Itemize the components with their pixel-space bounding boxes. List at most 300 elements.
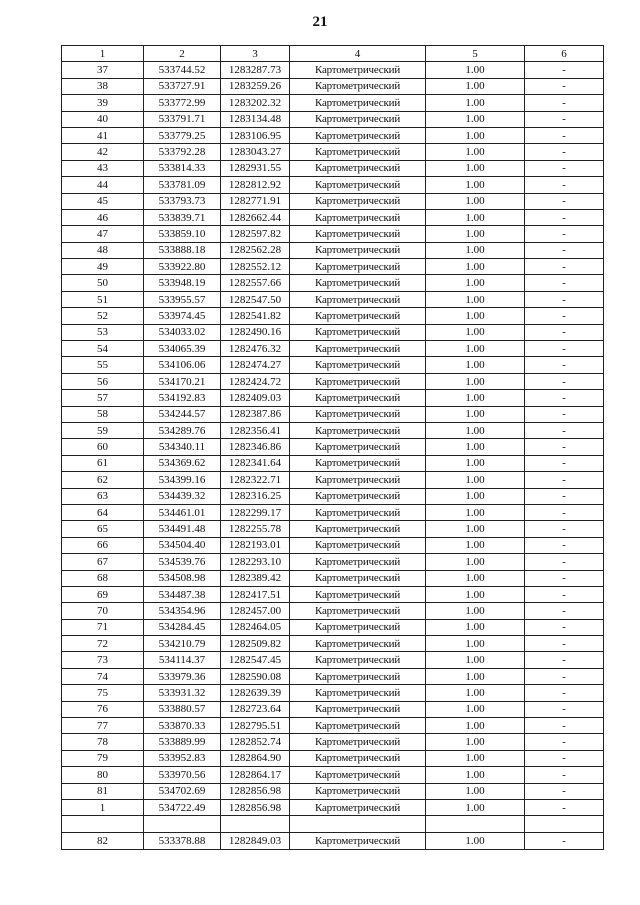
table-cell: 64 [62, 504, 144, 520]
table-row [62, 193, 604, 209]
table-cell: Картометрический [290, 570, 426, 586]
table-cell: 533870.33 [144, 718, 221, 734]
table-cell: 533814.33 [144, 160, 221, 176]
table-cell: 1.00 [426, 144, 525, 160]
table-cell: 1282509.82 [221, 636, 290, 652]
table-cell: 533970.56 [144, 767, 221, 783]
table-cell: Картометрический [290, 390, 426, 406]
table-cell: 1283202.32 [221, 95, 290, 111]
table-cell: 55 [62, 357, 144, 373]
table-row [62, 226, 604, 242]
table-cell: 533791.71 [144, 111, 221, 127]
table-cell: 533727.91 [144, 78, 221, 94]
table-cell: Картометрический [290, 521, 426, 537]
table-cell: 1282852.74 [221, 734, 290, 750]
table-cell: Картометрический [290, 308, 426, 324]
table-cell: 1282552.12 [221, 259, 290, 275]
table-cell: Картометрический [290, 783, 426, 799]
table-cell: 1.00 [426, 718, 525, 734]
table-cell: 1282474.27 [221, 357, 290, 373]
table-cell: 1282476.32 [221, 341, 290, 357]
table-cell: - [525, 439, 604, 455]
table-cell: Картометрический [290, 209, 426, 225]
table-cell: - [525, 636, 604, 652]
table-cell: - [525, 718, 604, 734]
table-cell: 533792.28 [144, 144, 221, 160]
table-cell [426, 816, 525, 833]
table-cell: - [525, 259, 604, 275]
table-cell: 1282562.28 [221, 242, 290, 258]
table-cell: 534399.16 [144, 472, 221, 488]
table-row [62, 504, 604, 520]
table-cell: 533922.80 [144, 259, 221, 275]
table-cell: 1.00 [426, 668, 525, 684]
table-cell: Картометрический [290, 144, 426, 160]
table-cell: Картометрический [290, 652, 426, 668]
table-row [62, 537, 604, 553]
table-cell: Картометрический [290, 259, 426, 275]
table-cell: 1.00 [426, 324, 525, 340]
table-cell: 1283043.27 [221, 144, 290, 160]
table-cell: 78 [62, 734, 144, 750]
table-cell: 69 [62, 586, 144, 602]
table-cell [144, 816, 221, 833]
table-cell: 1.00 [426, 127, 525, 143]
table-cell: 534504.40 [144, 537, 221, 553]
table-cell: - [525, 111, 604, 127]
table-cell: 1.00 [426, 341, 525, 357]
table-cell: - [525, 783, 604, 799]
table-cell: Картометрический [290, 242, 426, 258]
table-cell: 48 [62, 242, 144, 258]
table-row [62, 570, 604, 586]
table-cell: 1282490.16 [221, 324, 290, 340]
table-cell: Картометрический [290, 685, 426, 701]
table-cell: 67 [62, 554, 144, 570]
table-cell: 1.00 [426, 537, 525, 553]
table-cell: Картометрический [290, 767, 426, 783]
table-cell: 1282293.10 [221, 554, 290, 570]
table-row [62, 750, 604, 766]
table-cell: - [525, 668, 604, 684]
table-row [62, 799, 604, 815]
table-cell: Картометрический [290, 291, 426, 307]
table-cell: 1282639.39 [221, 685, 290, 701]
table-cell: 533744.52 [144, 62, 221, 78]
table-cell: 533955.57 [144, 291, 221, 307]
table-cell: 534539.76 [144, 554, 221, 570]
table-cell: Картометрический [290, 603, 426, 619]
table-cell: 45 [62, 193, 144, 209]
table-cell: 1.00 [426, 488, 525, 504]
table-cell: 1282424.72 [221, 373, 290, 389]
table-cell: Картометрический [290, 341, 426, 357]
table-cell: 72 [62, 636, 144, 652]
table-cell [525, 816, 604, 833]
table-cell: 1.00 [426, 570, 525, 586]
table-cell: 73 [62, 652, 144, 668]
table-cell: Картометрический [290, 406, 426, 422]
table-cell: Картометрический [290, 373, 426, 389]
table-cell: 534170.21 [144, 373, 221, 389]
table-row [62, 259, 604, 275]
table-cell: 59 [62, 422, 144, 438]
table-cell: 1.00 [426, 275, 525, 291]
table-cell: 533889.99 [144, 734, 221, 750]
table-cell: 46 [62, 209, 144, 225]
table-cell: - [525, 242, 604, 258]
table-cell: 40 [62, 111, 144, 127]
table-cell: 79 [62, 750, 144, 766]
table-cell: 534340.11 [144, 439, 221, 455]
table-cell: 533839.71 [144, 209, 221, 225]
table-cell: 1.00 [426, 160, 525, 176]
table-row [62, 308, 604, 324]
table-cell: - [525, 357, 604, 373]
table-cell: 1.00 [426, 586, 525, 602]
table-cell: 50 [62, 275, 144, 291]
table-row [62, 209, 604, 225]
table-cell: 1282795.51 [221, 718, 290, 734]
table-cell: 534354.96 [144, 603, 221, 619]
table-cell: - [525, 521, 604, 537]
table-cell: 1.00 [426, 226, 525, 242]
table-cell: - [525, 488, 604, 504]
table-cell: Картометрический [290, 275, 426, 291]
table-cell: 534210.79 [144, 636, 221, 652]
table-cell: 533952.83 [144, 750, 221, 766]
table-cell: 44 [62, 177, 144, 193]
table-row [62, 242, 604, 258]
table-cell: - [525, 78, 604, 94]
table-cell: Картометрический [290, 668, 426, 684]
table-cell: 534284.45 [144, 619, 221, 635]
table-cell: 49 [62, 259, 144, 275]
table-cell: 1282322.71 [221, 472, 290, 488]
table-cell: Картометрический [290, 636, 426, 652]
table-cell: 66 [62, 537, 144, 553]
table-row [62, 324, 604, 340]
table-cell: 534289.76 [144, 422, 221, 438]
table-cell: Картометрический [290, 750, 426, 766]
table-cell: Картометрический [290, 111, 426, 127]
table-cell: - [525, 537, 604, 553]
table-cell: 1282723.64 [221, 701, 290, 717]
table-cell: 1.00 [426, 455, 525, 471]
table-cell: 1.00 [426, 373, 525, 389]
table-row [62, 619, 604, 635]
table-row [62, 636, 604, 652]
table-cell: - [525, 422, 604, 438]
table-cell [62, 816, 144, 833]
table-cell: 1.00 [426, 439, 525, 455]
table-cell: 533974.45 [144, 308, 221, 324]
table-row [62, 833, 604, 849]
table-cell: - [525, 95, 604, 111]
table-cell: 1.00 [426, 472, 525, 488]
table-cell: Картометрический [290, 62, 426, 78]
table-row [62, 554, 604, 570]
table-cell: 42 [62, 144, 144, 160]
table-cell: Картометрический [290, 472, 426, 488]
table-cell: - [525, 619, 604, 635]
table-cell: 1282464.05 [221, 619, 290, 635]
table-cell: 74 [62, 668, 144, 684]
table-cell: 1282864.90 [221, 750, 290, 766]
table-cell: 1282389.42 [221, 570, 290, 586]
table-cell: Картометрический [290, 718, 426, 734]
table-cell: 1282341.64 [221, 455, 290, 471]
table-cell: 58 [62, 406, 144, 422]
table-cell: - [525, 554, 604, 570]
table-cell: 1.00 [426, 422, 525, 438]
table-row [62, 521, 604, 537]
table-row [62, 439, 604, 455]
table-cell: 1283259.26 [221, 78, 290, 94]
table-cell: - [525, 127, 604, 143]
table-row [62, 144, 604, 160]
table-cell: 53 [62, 324, 144, 340]
table-cell: - [525, 144, 604, 160]
table-cell [221, 816, 290, 833]
table-cell: Картометрический [290, 95, 426, 111]
table-cell: 1.00 [426, 783, 525, 799]
table-cell: 51 [62, 291, 144, 307]
table-cell: 534192.83 [144, 390, 221, 406]
table-cell: 1282356.41 [221, 422, 290, 438]
table-cell: 56 [62, 373, 144, 389]
table-row [62, 160, 604, 176]
table-cell: 1.00 [426, 833, 525, 849]
column-header: 6 [525, 46, 604, 62]
table-row [62, 357, 604, 373]
table-cell: 80 [62, 767, 144, 783]
table-cell: Картометрический [290, 226, 426, 242]
table-row [62, 718, 604, 734]
table-cell: 533931.32 [144, 685, 221, 701]
table-cell: Картометрический [290, 488, 426, 504]
table-cell: - [525, 160, 604, 176]
table-cell: 57 [62, 390, 144, 406]
table-cell: 1282316.25 [221, 488, 290, 504]
table-cell: 1282547.50 [221, 291, 290, 307]
table-cell: 1282864.17 [221, 767, 290, 783]
table-cell: 1.00 [426, 701, 525, 717]
table-cell: - [525, 341, 604, 357]
table-cell: Картометрический [290, 455, 426, 471]
table-cell: 534369.62 [144, 455, 221, 471]
table-cell: 63 [62, 488, 144, 504]
table-cell: 54 [62, 341, 144, 357]
table-cell: 1282417.51 [221, 586, 290, 602]
table-cell: Картометрический [290, 193, 426, 209]
table-cell: 534487.38 [144, 586, 221, 602]
table-cell: 533781.09 [144, 177, 221, 193]
table-cell: - [525, 685, 604, 701]
table-cell: Картометрический [290, 619, 426, 635]
table-row [62, 341, 604, 357]
table-cell: Картометрический [290, 357, 426, 373]
column-header: 4 [290, 46, 426, 62]
table-cell: 1283106.95 [221, 127, 290, 143]
table-cell: 1.00 [426, 750, 525, 766]
column-header: 3 [221, 46, 290, 62]
table-cell: Картометрический [290, 127, 426, 143]
table-cell: 534106.06 [144, 357, 221, 373]
table-cell: Картометрический [290, 177, 426, 193]
table-cell: 534439.32 [144, 488, 221, 504]
table-cell: Картометрический [290, 504, 426, 520]
table-cell: 1282931.55 [221, 160, 290, 176]
table-cell: 533793.73 [144, 193, 221, 209]
table-cell: 1282299.17 [221, 504, 290, 520]
table-cell: 533979.36 [144, 668, 221, 684]
table-cell: 533772.99 [144, 95, 221, 111]
table-cell: 534065.39 [144, 341, 221, 357]
table-cell: Картометрический [290, 324, 426, 340]
table-cell: 1.00 [426, 767, 525, 783]
table-cell: 65 [62, 521, 144, 537]
table-cell: 534114.37 [144, 652, 221, 668]
table-cell: 1.00 [426, 619, 525, 635]
table-cell: 1282856.98 [221, 799, 290, 815]
table-cell: 1 [62, 799, 144, 815]
table-cell: 1283134.48 [221, 111, 290, 127]
table-cell: 1282812.92 [221, 177, 290, 193]
table-cell: 1282662.44 [221, 209, 290, 225]
table-cell: - [525, 177, 604, 193]
table-row [62, 455, 604, 471]
table-cell: 68 [62, 570, 144, 586]
table-cell: 1282346.86 [221, 439, 290, 455]
table-row [62, 652, 604, 668]
table-row [62, 603, 604, 619]
table-cell: 1.00 [426, 111, 525, 127]
table-cell: 1.00 [426, 799, 525, 815]
table-cell: 71 [62, 619, 144, 635]
table-cell: 1.00 [426, 636, 525, 652]
table-cell: Картометрический [290, 160, 426, 176]
table-cell: - [525, 586, 604, 602]
table-cell: 1.00 [426, 209, 525, 225]
table-cell: 77 [62, 718, 144, 734]
table-cell: Картометрический [290, 586, 426, 602]
table-cell: 1.00 [426, 242, 525, 258]
table-row [62, 390, 604, 406]
column-header: 1 [62, 46, 144, 62]
table-cell: - [525, 570, 604, 586]
table-row [62, 586, 604, 602]
table-cell: Картометрический [290, 537, 426, 553]
table-cell: 1.00 [426, 78, 525, 94]
table-cell: - [525, 308, 604, 324]
table-cell: - [525, 226, 604, 242]
table-cell: 76 [62, 701, 144, 717]
table-row [62, 701, 604, 717]
table-cell: 47 [62, 226, 144, 242]
table-cell: 1.00 [426, 193, 525, 209]
table-cell: Картометрический [290, 439, 426, 455]
table-cell: 70 [62, 603, 144, 619]
table-cell: 1282771.91 [221, 193, 290, 209]
table-cell: - [525, 767, 604, 783]
table-row [62, 78, 604, 94]
table-cell: - [525, 652, 604, 668]
table-cell: 534722.49 [144, 799, 221, 815]
table-cell: 1282547.45 [221, 652, 290, 668]
table-cell: 52 [62, 308, 144, 324]
table-cell: 1.00 [426, 685, 525, 701]
table-cell: 1282590.08 [221, 668, 290, 684]
table-cell: 1.00 [426, 603, 525, 619]
table-cell: 1282193.01 [221, 537, 290, 553]
table-row [62, 816, 604, 833]
table-cell: - [525, 701, 604, 717]
table-cell: 1.00 [426, 308, 525, 324]
table-cell: 533378.88 [144, 833, 221, 849]
table-cell: - [525, 406, 604, 422]
table-row [62, 488, 604, 504]
table-row [62, 422, 604, 438]
coordinates-table [61, 45, 604, 850]
table-cell: Картометрический [290, 833, 426, 849]
table-cell: 38 [62, 78, 144, 94]
column-header: 5 [426, 46, 525, 62]
page-number: 21 [312, 14, 328, 30]
table-cell: Картометрический [290, 734, 426, 750]
table-cell: Картометрический [290, 554, 426, 570]
table-row [62, 472, 604, 488]
table-cell: 1.00 [426, 177, 525, 193]
table-cell: 41 [62, 127, 144, 143]
table-row [62, 95, 604, 111]
table-row [62, 291, 604, 307]
table-cell [290, 816, 426, 833]
table-cell: - [525, 193, 604, 209]
table-cell: 75 [62, 685, 144, 701]
table-cell: 1283287.73 [221, 62, 290, 78]
table-cell: 1.00 [426, 734, 525, 750]
table-cell: 533880.57 [144, 701, 221, 717]
table-body [62, 62, 604, 849]
table-cell: 37 [62, 62, 144, 78]
table-cell: 1.00 [426, 62, 525, 78]
table-cell: 1.00 [426, 291, 525, 307]
table-cell: - [525, 291, 604, 307]
table-cell: 61 [62, 455, 144, 471]
table-cell: Картометрический [290, 701, 426, 717]
table-row [62, 111, 604, 127]
table-row [62, 406, 604, 422]
table-cell: - [525, 799, 604, 815]
table-cell: 534033.02 [144, 324, 221, 340]
table-cell: - [525, 504, 604, 520]
table-header-row [62, 46, 604, 62]
table-cell: - [525, 324, 604, 340]
table-row [62, 783, 604, 799]
table-cell: 1.00 [426, 95, 525, 111]
table-row [62, 685, 604, 701]
table-cell: 1282409.03 [221, 390, 290, 406]
table-row [62, 767, 604, 783]
table-cell: 1282541.82 [221, 308, 290, 324]
table-cell: Картометрический [290, 78, 426, 94]
table-cell: - [525, 209, 604, 225]
table-cell: 1282457.00 [221, 603, 290, 619]
table-cell: 1.00 [426, 406, 525, 422]
table-cell: 60 [62, 439, 144, 455]
table-cell: - [525, 734, 604, 750]
